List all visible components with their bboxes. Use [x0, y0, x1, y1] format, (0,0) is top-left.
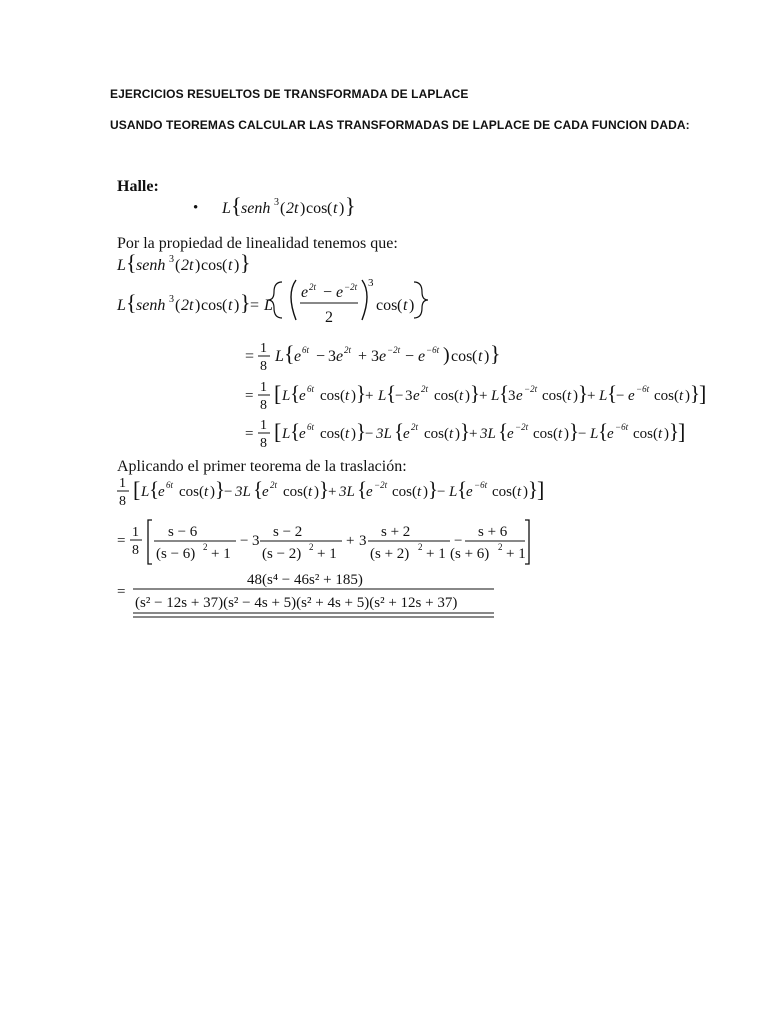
svg-text:3L: 3L — [339, 484, 355, 500]
svg-text:8: 8 — [260, 436, 267, 451]
svg-text:[: [ — [274, 419, 282, 444]
svg-text:6t: 6t — [166, 480, 174, 490]
svg-text:−: − — [616, 388, 625, 404]
svg-text:): ) — [484, 348, 490, 365]
svg-text:(: ( — [327, 200, 333, 217]
svg-text:6t: 6t — [307, 422, 315, 432]
svg-text:(: ( — [340, 426, 345, 442]
svg-text:L: L — [117, 297, 126, 314]
svg-text:e: e — [403, 426, 410, 442]
svg-text:−: − — [316, 348, 326, 365]
svg-text:): ) — [523, 484, 528, 500]
svg-text:}: } — [356, 381, 367, 405]
svg-text:6t: 6t — [302, 345, 310, 355]
svg-text:−: − — [365, 426, 374, 442]
svg-text:}: } — [569, 419, 580, 443]
svg-text:e: e — [336, 348, 344, 365]
svg-text:3L: 3L — [480, 426, 496, 442]
svg-text:3L: 3L — [235, 484, 251, 500]
svg-text:−2t: −2t — [515, 422, 529, 432]
svg-text:t: t — [517, 484, 522, 500]
svg-text:(: ( — [412, 484, 417, 500]
svg-text:(: ( — [444, 426, 449, 442]
bullet-icon: • — [193, 200, 199, 216]
svg-text:]: ] — [678, 419, 686, 444]
svg-text:+ 1: + 1 — [211, 546, 231, 562]
svg-text:2: 2 — [418, 542, 423, 552]
svg-text:−2t: −2t — [344, 282, 358, 292]
line-3 — [245, 341, 501, 374]
svg-text:3: 3 — [359, 533, 367, 549]
svg-text:senh: senh — [136, 297, 166, 314]
svg-text:L: L — [491, 388, 500, 404]
svg-text:(s − 6): (s − 6) — [156, 546, 196, 562]
svg-text:(: ( — [397, 297, 403, 314]
svg-text:L: L — [264, 297, 273, 314]
svg-text:=: = — [117, 533, 126, 549]
svg-text:1: 1 — [260, 418, 267, 433]
svg-text:3: 3 — [252, 533, 260, 549]
svg-text:): ) — [465, 388, 470, 404]
svg-text:(: ( — [175, 257, 181, 274]
svg-text:2t: 2t — [181, 257, 194, 274]
line-4 — [245, 380, 706, 413]
svg-text:2: 2 — [203, 542, 208, 552]
svg-text:(: ( — [553, 426, 558, 442]
line-7 — [117, 520, 529, 564]
svg-text:+: + — [358, 348, 368, 365]
svg-text:]: ] — [699, 381, 707, 406]
svg-text:{: { — [284, 341, 295, 366]
svg-text:[: [ — [274, 381, 282, 406]
svg-text:{: { — [253, 477, 264, 501]
line-6 — [117, 476, 544, 509]
svg-text:48(s⁴ − 46s² + 185): 48(s⁴ − 46s² + 185) — [247, 572, 363, 588]
svg-text:{: { — [357, 477, 368, 501]
svg-text:e: e — [466, 484, 473, 500]
svg-text:−6t: −6t — [426, 345, 440, 355]
svg-text:}: } — [490, 341, 501, 366]
svg-text:cos: cos — [320, 388, 340, 404]
svg-text:t: t — [558, 426, 563, 442]
svg-text:(s² − 12s + 37)(s² − 4s + 5)(s: (s² − 12s + 37)(s² − 4s + 5)(s² + 4s + 5)(s² + 12s + 37) — [135, 595, 458, 611]
svg-text:(: ( — [653, 426, 658, 442]
svg-text:{: { — [457, 477, 468, 501]
svg-text:{: { — [499, 381, 510, 405]
svg-text:}: } — [690, 381, 701, 405]
svg-text:(s + 6): (s + 6) — [450, 546, 490, 562]
svg-text:−6t: −6t — [636, 384, 650, 394]
svg-text:): ) — [455, 426, 460, 442]
svg-text:2t: 2t — [181, 297, 194, 314]
svg-text:3L: 3L — [376, 426, 392, 442]
svg-text:(: ( — [674, 388, 679, 404]
svg-text:−2t: −2t — [524, 384, 538, 394]
svg-text:t: t — [308, 484, 313, 500]
svg-text:s − 6: s − 6 — [168, 524, 198, 540]
svg-text:3: 3 — [508, 388, 516, 404]
svg-text:L: L — [590, 426, 599, 442]
svg-text:=: = — [245, 426, 254, 442]
svg-text:(: ( — [454, 388, 459, 404]
shift-text: Aplicando el primer teorema de la traslación: — [117, 458, 407, 475]
svg-text:): ) — [195, 297, 201, 314]
svg-text:): ) — [314, 484, 319, 500]
svg-text:e: e — [418, 348, 426, 365]
svg-text:}: } — [528, 477, 539, 501]
svg-text:−: − — [578, 426, 587, 442]
svg-text:senh: senh — [241, 200, 271, 217]
svg-text:t: t — [658, 426, 663, 442]
svg-text:3: 3 — [405, 388, 413, 404]
svg-text:+ 1: + 1 — [506, 546, 526, 562]
svg-text:t: t — [567, 388, 572, 404]
svg-text:s + 6: s + 6 — [478, 524, 508, 540]
svg-text:e: e — [507, 426, 514, 442]
svg-text:cos: cos — [392, 484, 412, 500]
svg-text:{: { — [386, 381, 397, 405]
svg-text:8: 8 — [260, 398, 267, 413]
svg-text:−2t: −2t — [374, 480, 388, 490]
svg-text:cos: cos — [320, 426, 340, 442]
svg-text:): ) — [564, 426, 569, 442]
svg-text:3: 3 — [328, 348, 336, 365]
svg-text:(s − 2): (s − 2) — [262, 546, 302, 562]
svg-text:3: 3 — [169, 294, 174, 305]
svg-text:cos: cos — [283, 484, 303, 500]
svg-text:=: = — [250, 297, 260, 314]
line-5 — [245, 418, 685, 451]
final-result — [117, 572, 494, 617]
svg-text:2t: 2t — [286, 200, 299, 217]
svg-text:(: ( — [280, 200, 286, 217]
svg-text:cos: cos — [654, 388, 674, 404]
svg-text:e: e — [607, 426, 614, 442]
svg-text:}: } — [356, 419, 367, 443]
svg-text:senh: senh — [136, 257, 166, 274]
svg-text:−6t: −6t — [615, 422, 629, 432]
svg-text:t: t — [679, 388, 684, 404]
svg-text:8: 8 — [119, 494, 126, 509]
svg-text:t: t — [204, 484, 209, 500]
svg-text:{: { — [290, 381, 301, 405]
svg-text:): ) — [234, 257, 240, 274]
svg-text:(s + 2): (s + 2) — [370, 546, 410, 562]
svg-text:1: 1 — [260, 341, 267, 356]
problem-expression — [221, 193, 356, 218]
svg-text:3: 3 — [368, 277, 374, 289]
svg-text:}: } — [428, 477, 439, 501]
svg-text:cos: cos — [451, 348, 473, 365]
svg-text:(: ( — [222, 257, 228, 274]
svg-text:e: e — [366, 484, 373, 500]
svg-text:(: ( — [199, 484, 204, 500]
svg-text:[: [ — [133, 477, 141, 502]
svg-text:): ) — [409, 297, 415, 314]
svg-text:): ) — [210, 484, 215, 500]
svg-text:L: L — [282, 388, 291, 404]
svg-text:(: ( — [472, 348, 478, 365]
svg-text:−: − — [240, 533, 249, 549]
svg-text:L: L — [275, 348, 284, 365]
svg-text:}: } — [460, 419, 471, 443]
svg-text:t: t — [333, 200, 338, 217]
svg-text:e: e — [413, 388, 420, 404]
svg-text:2: 2 — [309, 542, 314, 552]
svg-text:}: } — [240, 250, 251, 275]
svg-text:−: − — [395, 388, 404, 404]
line-1 — [116, 250, 251, 275]
svg-text:+: + — [365, 388, 374, 404]
svg-text:+: + — [587, 388, 596, 404]
svg-text:=: = — [245, 348, 255, 365]
svg-text:e: e — [628, 388, 635, 404]
svg-text:−: − — [224, 484, 233, 500]
svg-text:(: ( — [562, 388, 567, 404]
svg-text:cos: cos — [201, 257, 223, 274]
svg-text:{: { — [598, 419, 609, 443]
svg-text:−: − — [437, 484, 446, 500]
svg-text:−: − — [454, 533, 463, 549]
svg-text:t: t — [459, 388, 464, 404]
svg-text:t: t — [478, 348, 483, 365]
svg-text:+: + — [346, 533, 355, 549]
svg-text:+ 1: + 1 — [426, 546, 446, 562]
svg-text:(: ( — [222, 297, 228, 314]
svg-text:2t: 2t — [421, 384, 429, 394]
svg-text:3: 3 — [371, 348, 379, 365]
svg-text:−: − — [405, 348, 415, 365]
svg-text:+: + — [469, 426, 478, 442]
svg-text:]: ] — [537, 477, 545, 502]
svg-text:2t: 2t — [270, 480, 278, 490]
svg-text:8: 8 — [260, 359, 267, 374]
svg-text:(: ( — [340, 388, 345, 404]
svg-text:): ) — [664, 426, 669, 442]
svg-text:cos: cos — [492, 484, 512, 500]
svg-text:cos: cos — [306, 200, 328, 217]
svg-text:cos: cos — [633, 426, 653, 442]
svg-text:1: 1 — [260, 380, 267, 395]
svg-text:(: ( — [175, 297, 181, 314]
svg-text:(: ( — [303, 484, 308, 500]
heading-title: EJERCICIOS RESUELTOS DE TRANSFORMADA DE LAPLACE — [110, 87, 469, 101]
svg-text:cos: cos — [434, 388, 454, 404]
svg-text:1: 1 — [119, 476, 126, 491]
svg-text:): ) — [234, 297, 240, 314]
svg-text:e: e — [379, 348, 387, 365]
svg-text:3: 3 — [274, 197, 279, 208]
svg-text:L: L — [222, 200, 231, 217]
svg-text:−2t: −2t — [387, 345, 401, 355]
svg-text:cos: cos — [424, 426, 444, 442]
svg-text:(: ( — [512, 484, 517, 500]
svg-text:}: } — [215, 477, 226, 501]
svg-text:{: { — [126, 290, 137, 315]
svg-text:2: 2 — [325, 309, 333, 326]
svg-text:): ) — [339, 200, 345, 217]
svg-text:): ) — [573, 388, 578, 404]
svg-text:{: { — [149, 477, 160, 501]
svg-text:L: L — [141, 484, 150, 500]
svg-text:cos: cos — [533, 426, 553, 442]
svg-text:L: L — [449, 484, 458, 500]
svg-text:1: 1 — [132, 525, 139, 540]
svg-text:=: = — [245, 388, 254, 404]
svg-text:s − 2: s − 2 — [273, 524, 303, 540]
svg-text:3: 3 — [169, 254, 174, 265]
svg-text:=: = — [117, 584, 126, 600]
svg-text:L: L — [117, 257, 126, 274]
svg-text:{: { — [126, 250, 137, 275]
svg-text:): ) — [300, 200, 306, 217]
svg-text:}: } — [240, 290, 251, 315]
svg-text:2t: 2t — [411, 422, 419, 432]
svg-text:e: e — [262, 484, 269, 500]
prompt-label: Halle: — [117, 178, 159, 195]
svg-text:): ) — [351, 388, 356, 404]
svg-text:e: e — [294, 348, 302, 365]
svg-text:s + 2: s + 2 — [381, 524, 411, 540]
svg-text:L: L — [378, 388, 387, 404]
svg-text:+: + — [479, 388, 488, 404]
svg-text:): ) — [685, 388, 690, 404]
line-2 — [116, 277, 428, 326]
svg-text:{: { — [394, 419, 405, 443]
svg-text:t: t — [449, 426, 454, 442]
svg-text:t: t — [345, 426, 350, 442]
svg-text:e: e — [299, 426, 306, 442]
svg-text:−6t: −6t — [474, 480, 488, 490]
svg-text:cos: cos — [201, 297, 223, 314]
svg-text:2t: 2t — [344, 345, 352, 355]
svg-text:}: } — [345, 193, 356, 218]
svg-text:): ) — [423, 484, 428, 500]
svg-text:): ) — [351, 426, 356, 442]
svg-text:8: 8 — [132, 543, 139, 558]
svg-text:t: t — [417, 484, 422, 500]
svg-text:e: e — [336, 284, 344, 301]
svg-text:}: } — [470, 381, 481, 405]
svg-text:cos: cos — [376, 297, 398, 314]
svg-text:{: { — [498, 419, 509, 443]
svg-text:6t: 6t — [307, 384, 315, 394]
svg-text:cos: cos — [179, 484, 199, 500]
svg-text:−: − — [323, 284, 333, 301]
svg-text:t: t — [228, 297, 233, 314]
svg-text:e: e — [299, 388, 306, 404]
svg-text:+: + — [328, 484, 337, 500]
svg-text:{: { — [290, 419, 301, 443]
svg-text:2t: 2t — [309, 282, 317, 292]
svg-text:t: t — [345, 388, 350, 404]
svg-text:e: e — [516, 388, 523, 404]
svg-text:{: { — [607, 381, 618, 405]
svg-text:): ) — [443, 344, 450, 366]
svg-text:+ 1: + 1 — [317, 546, 337, 562]
svg-text:e: e — [158, 484, 165, 500]
svg-text:): ) — [195, 257, 201, 274]
svg-text:}: } — [578, 381, 589, 405]
svg-text:t: t — [403, 297, 408, 314]
svg-text:L: L — [599, 388, 608, 404]
svg-text:e: e — [301, 284, 309, 301]
svg-text:}: } — [319, 477, 330, 501]
svg-text:{: { — [231, 193, 242, 218]
svg-text:t: t — [228, 257, 233, 274]
svg-text:2: 2 — [498, 542, 503, 552]
svg-text:}: } — [669, 419, 680, 443]
linearity-text: Por la propiedad de linealidad tenemos que: — [117, 235, 398, 252]
svg-text:L: L — [282, 426, 291, 442]
svg-text:cos: cos — [542, 388, 562, 404]
heading-instructions: USANDO TEOREMAS CALCULAR LAS TRANSFORMADAS DE LAPLACE DE CADA FUNCION DADA: — [110, 118, 690, 132]
